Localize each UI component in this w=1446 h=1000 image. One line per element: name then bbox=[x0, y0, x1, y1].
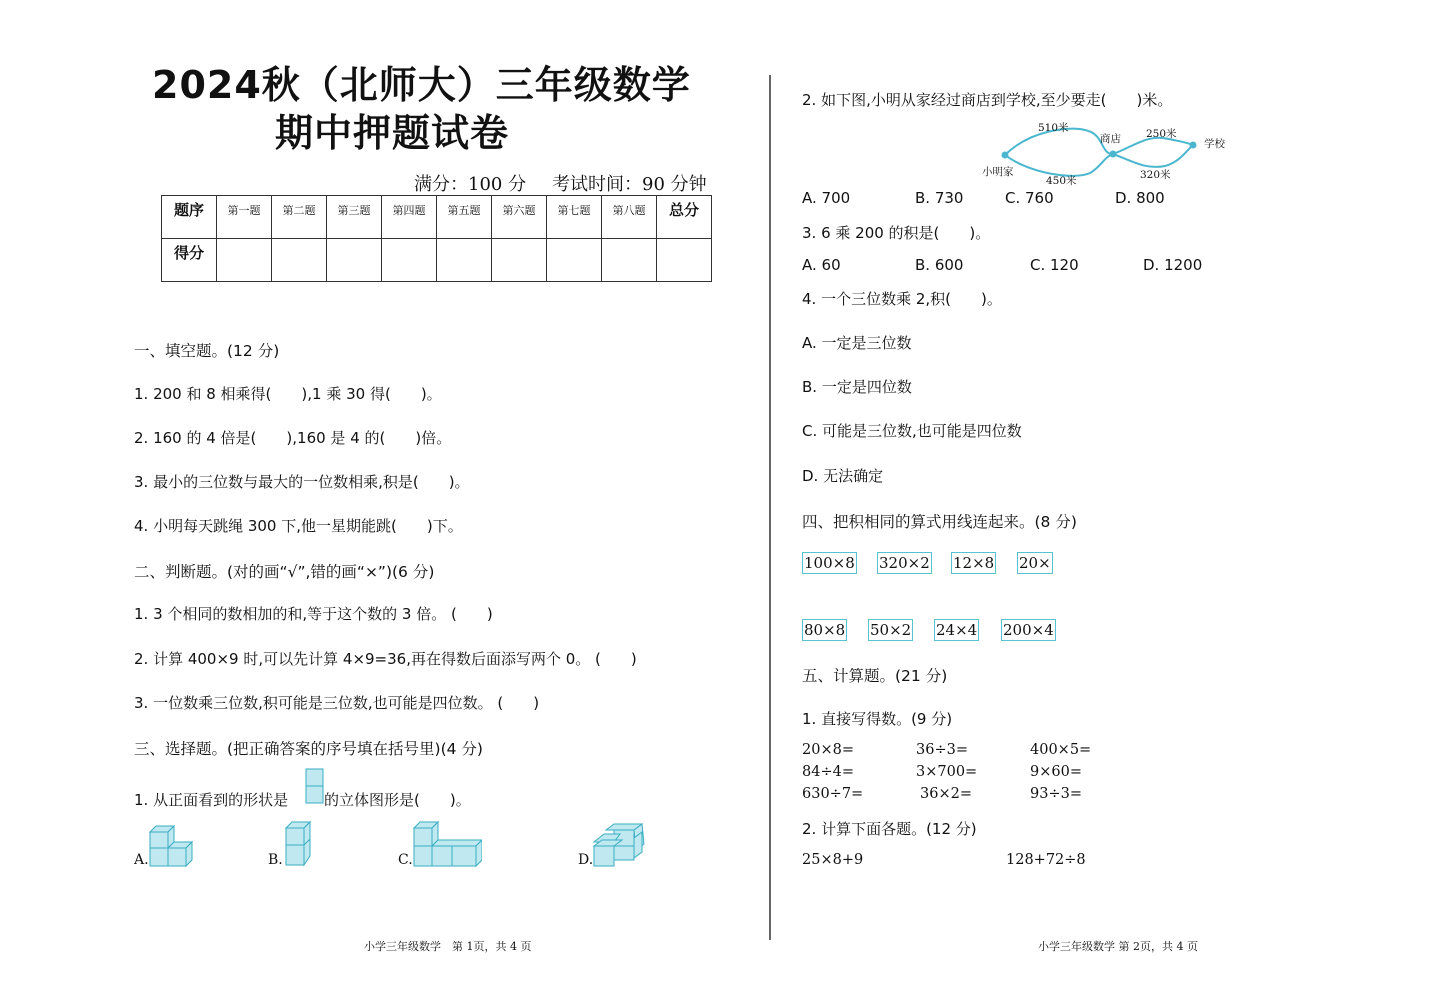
section1-question: 2. 160 的 4 倍是( ),160 是 4 的( )倍。 bbox=[134, 429, 452, 447]
section3-q4-option: D. 无法确定 bbox=[802, 467, 884, 485]
section1-question: 1. 200 和 8 相乘得( ),1 乘 30 得( )。 bbox=[134, 385, 442, 403]
cube-figure-c-icon bbox=[412, 818, 482, 870]
score-cell[interactable] bbox=[657, 239, 712, 282]
score-cell[interactable] bbox=[602, 239, 657, 282]
score-table-col: 第一题 bbox=[217, 196, 272, 239]
exam-title-line2: 期中押题试卷 bbox=[275, 111, 510, 155]
score-table-header-row bbox=[162, 196, 712, 239]
store-point bbox=[1110, 151, 1117, 158]
section3-q4-option: C. 可能是三位数,也可能是四位数 bbox=[802, 422, 1022, 440]
section3-q2-option: C. 760 bbox=[1005, 189, 1054, 207]
map-distance-450: 450米 bbox=[1046, 175, 1077, 187]
score-table bbox=[161, 195, 712, 282]
map-label-store: 商店 bbox=[1100, 133, 1121, 145]
section3-q2-option: B. 730 bbox=[915, 189, 964, 207]
section3-q3-option: D. 1200 bbox=[1143, 256, 1203, 274]
section3-q3-option: A. 60 bbox=[802, 256, 841, 274]
direct-calc-item: 9×60= bbox=[1030, 764, 1082, 780]
match-expression-bottom[interactable]: 50×2 bbox=[870, 621, 912, 639]
score-table-col: 第四题 bbox=[382, 196, 437, 239]
score-table-score-row bbox=[162, 239, 712, 282]
score-table-col: 第二题 bbox=[272, 196, 327, 239]
score-cell[interactable] bbox=[272, 239, 327, 282]
section2-heading: 二、判断题。(对的画“√”,错的画“×”)(6 分) bbox=[134, 563, 435, 581]
score-cell[interactable] bbox=[217, 239, 272, 282]
cube-figure-b-icon bbox=[283, 818, 323, 870]
section3-q2-option: A. 700 bbox=[802, 189, 851, 207]
section5-sub2: 2. 计算下面各题。(12 分) bbox=[802, 820, 977, 838]
section3-heading: 三、选择题。(把正确答案的序号填在括号里)(4 分) bbox=[134, 740, 483, 758]
map-distance-510: 510米 bbox=[1038, 122, 1069, 134]
score-cell[interactable] bbox=[547, 239, 602, 282]
option-label-a: A. bbox=[134, 852, 149, 868]
section2-question: 2. 计算 400×9 时,可以先计算 4×9=36,再在得数后面添写两个 0。 ( ) bbox=[134, 650, 637, 668]
section3-q4-option: B. 一定是四位数 bbox=[802, 378, 912, 396]
score-table-col: 第八题 bbox=[602, 196, 657, 239]
match-expression-bottom[interactable]: 24×4 bbox=[936, 621, 978, 639]
match-expression-top[interactable]: 20× bbox=[1019, 554, 1051, 572]
option-label-b: B. bbox=[268, 852, 283, 868]
section3-q3-option: B. 600 bbox=[915, 256, 964, 274]
cube-figure-a-icon bbox=[148, 822, 200, 870]
score-cell[interactable] bbox=[382, 239, 437, 282]
exam-time: 考试时间：90 分钟 bbox=[552, 174, 707, 195]
direct-calc-item: 630÷7= bbox=[802, 786, 864, 802]
section3-q3: 3. 6 乘 200 的积是( )。 bbox=[802, 224, 991, 242]
route-map-diagram bbox=[975, 118, 1225, 190]
match-expression-bottom[interactable]: 200×4 bbox=[1003, 621, 1054, 639]
school-point bbox=[1190, 142, 1197, 149]
map-label-home: 小明家 bbox=[982, 166, 1014, 178]
section2-question: 3. 一位数乘三位数,积可能是三位数,也可能是四位数。 ( ) bbox=[134, 694, 540, 712]
score-table-col: 第七题 bbox=[547, 196, 602, 239]
score-cell[interactable] bbox=[492, 239, 547, 282]
score-cell[interactable] bbox=[327, 239, 382, 282]
score-table-total-label: 总分 bbox=[657, 196, 712, 239]
match-expression-top[interactable]: 12×8 bbox=[953, 554, 995, 572]
section3-q2: 2. 如下图,小明从家经过商店到学校,至少要走( )米。 bbox=[802, 91, 1173, 109]
map-distance-320: 320米 bbox=[1140, 169, 1171, 181]
direct-calc-item: 36×2= bbox=[920, 786, 972, 802]
section3-q4: 4. 一个三位数乘 2,积( )。 bbox=[802, 290, 1002, 308]
score-table-col: 第五题 bbox=[437, 196, 492, 239]
match-expression-top[interactable]: 320×2 bbox=[879, 554, 930, 572]
calc-expression: 25×8+9 bbox=[802, 852, 864, 868]
option-label-d: D. bbox=[578, 852, 594, 868]
page-divider bbox=[769, 75, 771, 940]
calc-expression: 128+72÷8 bbox=[1006, 852, 1086, 868]
direct-calc-item: 400×5= bbox=[1030, 742, 1092, 758]
option-label-c: C. bbox=[398, 852, 413, 868]
section3-q1-text-before: 1. 从正面看到的形状是 bbox=[134, 791, 289, 809]
exam-title-line1: 2024秋（北师大）三年级数学 bbox=[152, 63, 691, 107]
section5-sub1: 1. 直接写得数。(9 分) bbox=[802, 710, 953, 728]
section3-q1-text-after: 的立体图形是( )。 bbox=[324, 791, 471, 809]
footer-left: 小学三年级数学 第 1页，共 4 页 bbox=[364, 940, 532, 953]
section1-question: 4. 小明每天跳绳 300 下,他一星期能跳( )下。 bbox=[134, 517, 463, 535]
front-view-shape-icon bbox=[305, 768, 325, 806]
match-expression-bottom[interactable]: 80×8 bbox=[804, 621, 846, 639]
section1-question: 3. 最小的三位数与最大的一位数相乘,积是( )。 bbox=[134, 473, 470, 491]
direct-calc-item: 3×700= bbox=[916, 764, 978, 780]
score-cell[interactable] bbox=[437, 239, 492, 282]
direct-calc-item: 93÷3= bbox=[1030, 786, 1082, 802]
score-table-col: 第六题 bbox=[492, 196, 547, 239]
score-table-header-label: 题序 bbox=[162, 196, 217, 239]
section1-heading: 一、填空题。(12 分) bbox=[134, 342, 280, 360]
direct-calc-item: 36÷3= bbox=[916, 742, 968, 758]
section3-q4-option: A. 一定是三位数 bbox=[802, 334, 912, 352]
section4-heading: 四、把积相同的算式用线连起来。(8 分) bbox=[802, 513, 1077, 531]
direct-calc-item: 20×8= bbox=[802, 742, 854, 758]
footer-right: 小学三年级数学 第 2页，共 4 页 bbox=[1038, 940, 1198, 953]
score-table-score-label: 得分 bbox=[162, 239, 217, 282]
home-point bbox=[1002, 152, 1009, 159]
cube-figure-d-icon bbox=[592, 822, 648, 870]
map-label-school: 学校 bbox=[1204, 138, 1225, 150]
full-score: 满分：100 分 bbox=[414, 174, 527, 195]
map-distance-250: 250米 bbox=[1146, 128, 1177, 140]
section3-q2-option: D. 800 bbox=[1115, 189, 1165, 207]
match-expression-top[interactable]: 100×8 bbox=[804, 554, 855, 572]
section2-question: 1. 3 个相同的数相加的和,等于这个数的 3 倍。 ( ) bbox=[134, 605, 493, 623]
section3-q3-option: C. 120 bbox=[1030, 256, 1079, 274]
score-table-col: 第三题 bbox=[327, 196, 382, 239]
direct-calc-item: 84÷4= bbox=[802, 764, 854, 780]
section5-heading: 五、计算题。(21 分) bbox=[802, 667, 948, 685]
